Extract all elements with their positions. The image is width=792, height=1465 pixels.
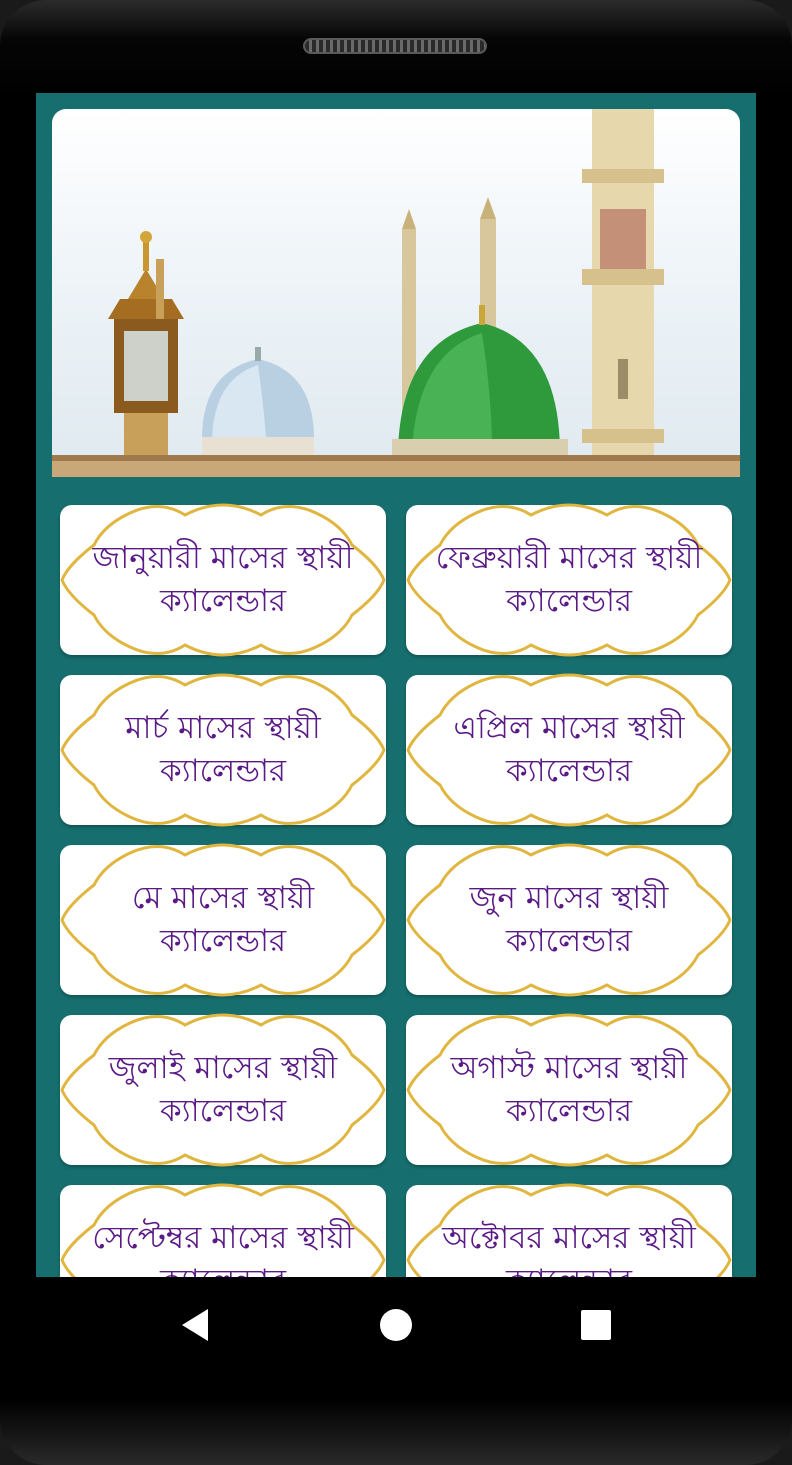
mosque-illustration bbox=[52, 109, 740, 477]
card-june-calendar[interactable] bbox=[406, 845, 732, 995]
card-title-line2: ক্যালেন্ডার bbox=[159, 583, 286, 619]
card-title-line1: জুলাই মাসের স্থায়ী bbox=[108, 1050, 338, 1086]
card-may-calendar[interactable] bbox=[60, 845, 386, 995]
app-screen bbox=[36, 93, 756, 1277]
card-label bbox=[60, 1015, 386, 1165]
recents-square-icon bbox=[576, 1305, 616, 1345]
card-title-line2: ক্যালেন্ডার bbox=[159, 1093, 286, 1129]
card-title-line1: জুন মাসের স্থায়ী bbox=[469, 880, 669, 916]
card-title-line2: ক্যালেন্ডার bbox=[159, 923, 286, 959]
card-title-line1: অগাস্ট মাসের স্থায়ী bbox=[450, 1050, 688, 1086]
card-title-line1: ফেব্রুয়ারী মাসের স্থায়ী bbox=[435, 540, 703, 576]
recents-button[interactable] bbox=[576, 1305, 616, 1345]
back-triangle-icon bbox=[176, 1305, 216, 1345]
card-label bbox=[60, 675, 386, 825]
card-title-line2: ক্যালেন্ডার bbox=[505, 583, 632, 619]
card-august-calendar[interactable] bbox=[406, 1015, 732, 1165]
card-label bbox=[406, 845, 732, 995]
home-button[interactable] bbox=[376, 1305, 416, 1345]
card-title-line2: ক্যালেন্ডার bbox=[159, 753, 286, 789]
android-navigation-bar bbox=[0, 1277, 792, 1373]
card-title-line2: ক্যালেন্ডার bbox=[505, 1093, 632, 1129]
card-label bbox=[60, 505, 386, 655]
phone-speaker bbox=[303, 38, 487, 54]
card-title-line1: মে মাসের স্থায়ী bbox=[131, 880, 315, 916]
back-button[interactable] bbox=[176, 1305, 216, 1345]
home-circle-icon bbox=[376, 1305, 416, 1345]
card-title-line2: ক্যালেন্ডার bbox=[505, 923, 632, 959]
card-title-line1: অক্টোবর মাসের স্থায়ী bbox=[442, 1220, 696, 1256]
card-title-line1: জানুয়ারী মাসের স্থায়ী bbox=[92, 540, 354, 576]
card-title-line1: সেপ্টেম্বর মাসের স্থায়ী bbox=[92, 1220, 354, 1256]
card-label bbox=[60, 845, 386, 995]
card-march-calendar[interactable] bbox=[60, 675, 386, 825]
card-february-calendar[interactable] bbox=[406, 505, 732, 655]
card-label bbox=[406, 675, 732, 825]
mosque-banner-image bbox=[52, 109, 740, 477]
card-title-line1: মার্চ মাসের স্থায়ী bbox=[125, 710, 321, 746]
card-label bbox=[406, 505, 732, 655]
card-april-calendar[interactable] bbox=[406, 675, 732, 825]
card-july-calendar[interactable] bbox=[60, 1015, 386, 1165]
card-title-line2: ক্যালেন্ডার bbox=[505, 753, 632, 789]
card-january-calendar[interactable] bbox=[60, 505, 386, 655]
card-title-line1: এপ্রিল মাসের স্থায়ী bbox=[453, 710, 685, 746]
card-label bbox=[406, 1015, 732, 1165]
